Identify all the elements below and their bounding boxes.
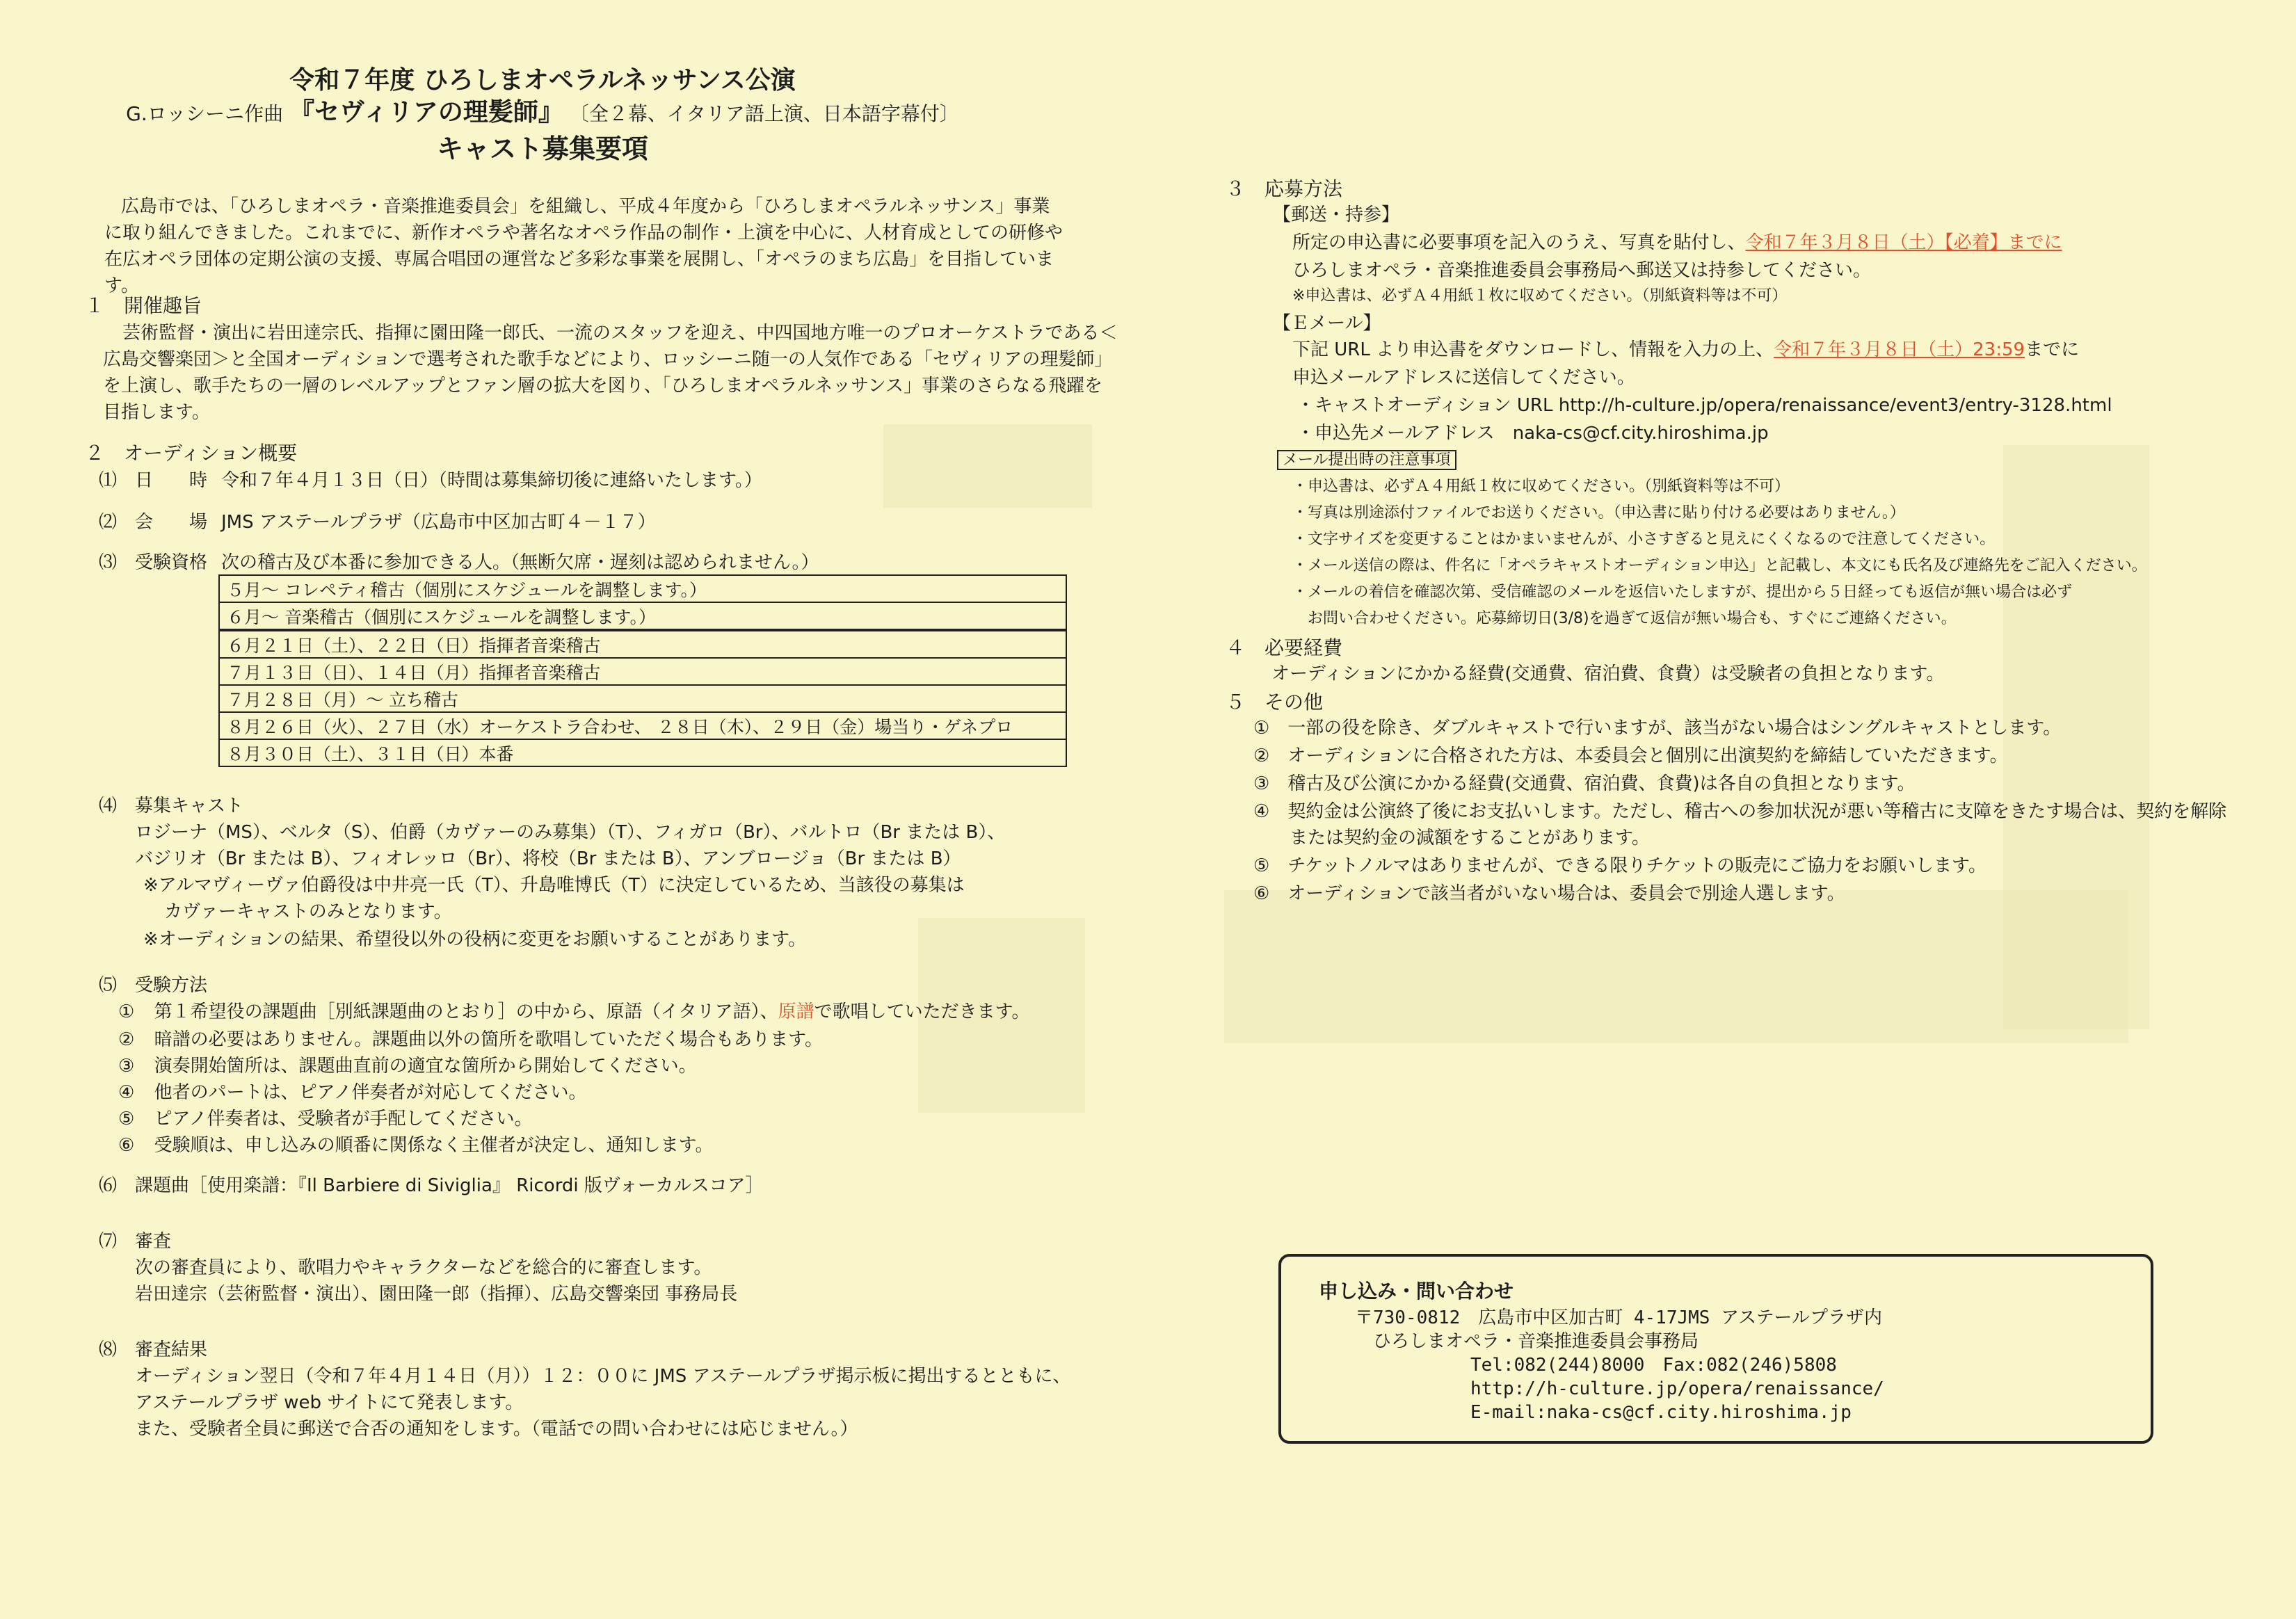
table-row: [219, 739, 1066, 766]
cast-note: ※オーディションの結果、希望役以外の役柄に変更をお願いすることがあります。: [143, 929, 807, 950]
review-line: 次の審査員により、歌唱力やキャラクターなどを総合的に審査します。: [135, 1257, 712, 1278]
title-line-1: 令和７年度 ひろしまオペラルネッサンス公演: [289, 66, 796, 95]
item-text: 第１希望役の課題曲［別紙課題曲のとおり］の中から、原語（イタリア語）、: [154, 1001, 778, 1022]
section-1-line: を上演し、歌手たちの一層のレベルアップとファン層の拡大を図り、「ひろしまオペラルネッサンス」事業のさらなる飛躍を: [103, 376, 1103, 396]
item-number: ④: [118, 1082, 135, 1103]
item-number: ⑤: [118, 1109, 135, 1129]
result-line: オーディション翌日（令和７年４月１４日（月））１２：００に JMS アステールプラザ掲示板に掲出するとともに、: [135, 1366, 1071, 1387]
method-item: [118, 999, 1030, 1025]
deadline-text: 令和７年３月８日（土）23:59: [1774, 339, 2025, 360]
schedule-cell: ６月～ 音楽稽古（個別にスケジュールを調整します。）: [219, 602, 1066, 630]
deadline-text: 令和７年３月８日（土）【必着】までに: [1745, 232, 2062, 253]
contact-phone: Tel:082(244)8000 Fax:082(246)5808: [1470, 1355, 1837, 1376]
venue-label: ⑵ 会 場: [99, 512, 208, 533]
notice-item: ・文字サイズを変更することはかまいませんが、小さすぎると見えにくくなるので注意してください。: [1292, 531, 1996, 548]
item-number: ⑥: [118, 1135, 135, 1156]
work-details: 〔全２幕、イタリア語上演、日本語字幕付〕: [569, 102, 959, 125]
method-label: ⑸ 受験方法: [99, 975, 208, 996]
section-1-line: 広島交響楽団＞と全国オーディションで選考された歌手などにより、ロッシーニ随一の人気作である「セヴィリアの理髪師」: [103, 349, 1113, 370]
review-line: 岩田達宗（芸術監督・演出）、園田隆一郎（指揮）、広島交響楽団 事務局長: [135, 1284, 738, 1305]
venue-value: JMS アステールプラザ（広島市中区加古町４－１７）: [221, 512, 656, 533]
notice-item: お問い合わせください。応募締切日(3/8)を過ぎて返信が無い場合も、すぐにご連絡ください。: [1292, 610, 1957, 627]
item-text: 演奏開始箇所は、課題曲直前の適宜な箇所から開始してください。: [154, 1056, 697, 1077]
bleed-through-mark: [883, 424, 1092, 508]
item-number: ①: [118, 1001, 135, 1022]
other-item: ② オーディションに合格された方は、本委員会と個別に出演契約を締結していただきます。: [1253, 746, 2008, 766]
contact-email[interactable]: E-mail:naka-cs@cf.city.hiroshima.jp: [1470, 1402, 1852, 1423]
item-text: ピアノ伴奏者は、受験者が手配してください。: [154, 1109, 533, 1129]
notice-item: ・写真は別途添付ファイルでお送りください。（申込書に貼り付ける必要はありません。）: [1292, 504, 1905, 522]
cast-line: バジリオ（Br または B）、フィオレッロ（Br）、将校（Br または B）、アンブロージョ（Br または B）: [135, 848, 961, 869]
post-label: 【郵送・持参】: [1273, 204, 1400, 225]
schedule-cell: ７月１３日（日）、１４日（月）指揮者音楽稽古: [219, 658, 1066, 685]
section-4-heading: ４ 必要経費: [1226, 636, 1343, 659]
page-title: キャスト募集要項: [436, 134, 648, 164]
post-text: 所定の申込書に必要事項を記入のうえ、写真を貼付し、: [1292, 232, 1746, 253]
cast-note: ※アルマヴィーヴァ伯爵役は中井亮一氏（T）、升島唯博氏（T）に決定しているため、当該役の募集は: [143, 875, 965, 896]
section-5-heading: ５ その他: [1226, 691, 1324, 714]
item-number: ③: [118, 1056, 135, 1077]
schedule-cell: ８月３０日（土）、３１日（日）本番: [219, 739, 1066, 766]
score-line: ⑹ 課題曲［使用楽譜：『Il Barbiere di Siviglia』 Ricordi 版ヴォーカルスコア］: [99, 1175, 764, 1196]
date-label: ⑴ 日 時: [99, 470, 208, 491]
method-item: [118, 1053, 697, 1079]
section-2-heading: ２ オーディション概要: [85, 442, 298, 465]
other-item: ⑥ オーディションで該当者がいない場合は、委員会で別途人選します。: [1253, 883, 1845, 904]
contact-org: ひろしまオペラ・音楽推進委員会事務局: [1373, 1331, 1699, 1352]
post-note: ※申込書は、必ずＡ４用紙１枚に収めてください。（別紙資料等は不可）: [1292, 287, 1788, 305]
email-line: 申込メールアドレスに送信してください。: [1292, 367, 1635, 388]
cast-line: ロジーナ（MS）、ベルタ（S）、伯爵（カヴァーのみ募集）（T）、フィガロ（Br）、バルトロ（Br または B）、: [135, 822, 1006, 843]
notice-item: ・申込書は、必ずＡ４用紙１枚に収めてください。（別紙資料等は不可）: [1292, 478, 1790, 495]
bleed-through-mark: [1224, 890, 2128, 1043]
notice-item: ・メール送信の際は、件名に「オペラキャストオーディション申込」と記載し、本文にも氏名及び連絡先をご記入ください。: [1292, 557, 2147, 574]
other-item: ① 一部の役を除き、ダブルキャストで行いますが、該当がない場合はシングルキャストとします。: [1253, 718, 2062, 739]
method-item: [118, 1132, 714, 1159]
table-row: [219, 630, 1066, 658]
result-line: また、受験者全員に郵送で合否の通知をします。（電話での問い合わせには応じません。）: [135, 1419, 858, 1440]
table-row: [219, 685, 1066, 712]
section-1-line: 芸術監督・演出に岩田達宗氏、指揮に園田隆一郎氏、一流のスタッフを迎え、中四国地方唯一のプロオーケストラである＜: [122, 323, 1118, 344]
highlight-text: 原譜: [778, 1001, 814, 1022]
method-item: [118, 1106, 533, 1132]
section-3-heading: ３ 応募方法: [1226, 177, 1343, 200]
schedule-cell: ６月２１日（土）、２２日（日）指揮者音楽稽古: [219, 630, 1066, 658]
item-text: 受験順は、申し込みの順番に関係なく主催者が決定し、通知します。: [154, 1135, 714, 1156]
section-1-heading: １ 開催趣旨: [85, 294, 202, 317]
title-line-2: [0, 97, 1085, 129]
table-row: [219, 712, 1066, 739]
post-line: [1292, 229, 2062, 256]
notice-label-wrap: [1277, 448, 1456, 473]
qualification-value: 次の稽古及び本番に参加できる人。（無断欠席・遅刻は認められません。）: [221, 552, 819, 573]
post-line: ひろしまオペラ・音楽推進委員会事務局へ郵送又は持参してください。: [1292, 260, 1872, 281]
table-row: [219, 658, 1066, 685]
other-item: ④ 契約金は公演終了後にお支払いします。ただし、稽古への参加状況が悪い等稽古に支障をきたす場合は、契約を解除: [1253, 801, 2227, 822]
other-item: ⑤ チケットノルマはありませんが、できる限りチケットの販売にご協力をお願いします。: [1253, 855, 1986, 876]
item-text: 暗譜の必要はありません。課題曲以外の箇所を歌唱していただく場合もあります。: [154, 1029, 824, 1050]
review-label: ⑺ 審査: [99, 1231, 172, 1252]
cast-label: ⑷ 募集キャスト: [99, 796, 244, 816]
schedule-cell: ８月２６日（火）、２７日（水）オーケストラ合わせ、 ２８日（木）、２９日（金）場当り・ゲネプロ: [219, 712, 1066, 739]
email-line: [1292, 337, 2079, 363]
schedule-cell: ５月～ コレペティ稽古（個別にスケジュールを調整します。）: [219, 575, 1066, 602]
table-row: [219, 575, 1066, 602]
notice-label: メール提出時の注意事項: [1277, 450, 1456, 470]
item-number: ②: [118, 1029, 135, 1050]
item-text: で歌唱していただきます。: [814, 1001, 1030, 1022]
date-value: 令和７年４月１３日（日）（時間は募集締切後に連絡いたします。）: [221, 470, 762, 491]
cast-note: カヴァーキャストのみとなります。: [164, 901, 452, 922]
result-line: アステールプラザ web サイトにて発表します。: [135, 1392, 524, 1413]
item-text: 他者のパートは、ピアノ伴奏者が対応してください。: [154, 1082, 587, 1103]
contact-address: 〒730-0812 広島市中区加古町 4-17JMS アステールプラザ内: [1355, 1307, 1883, 1328]
result-label: ⑻ 審査結果: [99, 1339, 208, 1360]
application-email[interactable]: ・申込先メールアドレス naka-cs@cf.city.hiroshima.jp: [1296, 423, 1769, 444]
audition-url[interactable]: ・キャストオーディション URL http://h-culture.jp/opera/renaissance/event3/entry-3128.html: [1296, 395, 2112, 416]
email-text: 下記 URL より申込書をダウンロードし、情報を入力の上、: [1292, 339, 1774, 360]
schedule-table: [218, 574, 1067, 767]
schedule-cell: ７月２８日（月）～ 立ち稽古: [219, 685, 1066, 712]
contact-title: 申し込み・問い合わせ: [1319, 1280, 1514, 1303]
expense-line: オーディションにかかる経費(交通費、宿泊費、食費）は受験者の負担となります。: [1271, 663, 1945, 684]
email-label: 【Ｅメール】: [1273, 313, 1381, 334]
work-title: 『セヴィリアの理髪師』: [289, 98, 563, 127]
section-1-line: 目指します。: [103, 402, 210, 423]
method-item: [118, 1026, 823, 1053]
other-item: ③ 稽古及び公演にかかる経費(交通費、宿泊費、食費)は各自の負担となります。: [1253, 773, 1916, 794]
intro-paragraph: 広島市では、「ひろしまオペラ・音楽推進委員会」を組織し、平成４年度から「ひろしまオペラルネッサンス」事業に取り組んできました。これまでに、新作オペラや著名なオペラ作品の制作・上演を中心に、人材育成としての研修や在広オペラ団体の定期公演の支援、専属合唱団の運営など多彩な事業を展開し、「オペラのまち広島」を目指しています。: [104, 196, 1063, 296]
contact-url[interactable]: http://h-culture.jp/opera/renaissance/: [1470, 1378, 1884, 1399]
other-item: または契約金の減額をすることがあります。: [1253, 828, 1650, 848]
notice-item: ・メールの着信を確認次第、受信確認のメールを返信いたしますが、提出から５日経っても返信が無い場合は必ず: [1292, 583, 2073, 601]
table-row: [219, 602, 1066, 630]
method-item: [118, 1079, 587, 1106]
email-text: までに: [2025, 339, 2080, 360]
composer: G.ロッシーニ作曲: [126, 102, 284, 125]
qualification-label: ⑶ 受験資格: [99, 552, 208, 573]
